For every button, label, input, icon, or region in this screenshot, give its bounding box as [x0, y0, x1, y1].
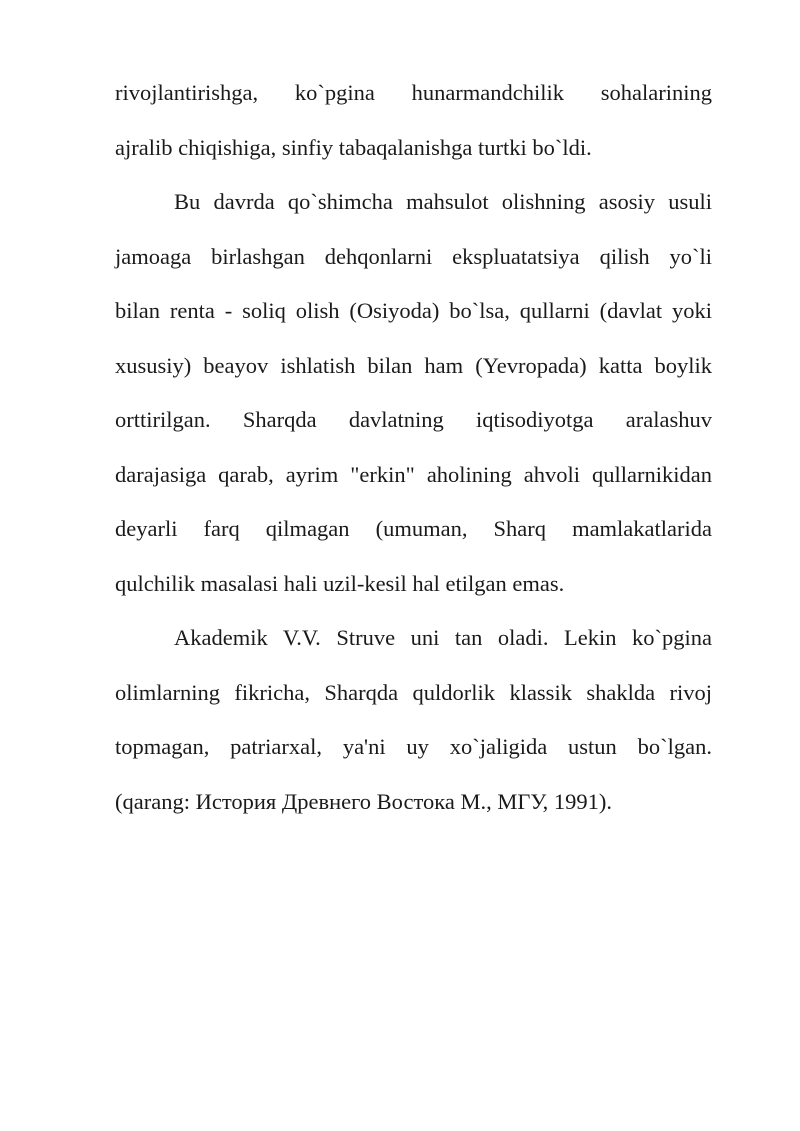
text-line: xususiy) beayov ishlatish bilan ham (Yevropada) katta boylik: [115, 352, 712, 378]
text-line: bilan renta - soliq olish (Osiyoda) bo`lsa, qullarni (davlat yoki: [115, 298, 712, 323]
body-text: [115, 66, 712, 829]
text-line: (qarang: История Древнего Востока М., МГУ, 1991).: [115, 788, 612, 814]
text-line: darajasiga qarab, ayrim "erkin" aholining ahvoli qullarnikidan: [115, 461, 712, 487]
text-line: deyarli farq qilmagan (umuman, Sharq mamlakatlarida: [115, 516, 712, 541]
text-line: topmagan, patriarxal, ya'ni uy xo`jaligida ustun bo`lgan.: [115, 734, 712, 759]
text-line: qulchilik masalasi hali uzil-kesil hal etilgan emas.: [115, 570, 565, 596]
paragraph-1: [115, 66, 712, 175]
text-line: jamoaga birlashgan dehqonlarni ekspluatatsiya qilish yo`li: [115, 243, 712, 269]
text-line: orttirilgan. Sharqda davlatning iqtisodiyotga aralashuv: [115, 407, 712, 432]
text-line: rivojlantirishga, ko`pgina hunarmandchilik sohalarining: [115, 80, 712, 105]
text-line: Akademik V.V. Struve uni tan oladi. Lekin ko`pgina: [174, 625, 712, 650]
paragraph-3: [115, 611, 712, 829]
text-line: ajralib chiqishiga, sinfiy tabaqalanishga turtki bo`ldi.: [115, 134, 592, 160]
text-line: olimlarning fikricha, Sharqda quldorlik klassik shaklda rivoj: [115, 679, 712, 705]
text-line: Bu davrda qo`shimcha mahsulot olishning asosiy usuli: [174, 189, 712, 214]
paragraph-2: [115, 175, 712, 611]
